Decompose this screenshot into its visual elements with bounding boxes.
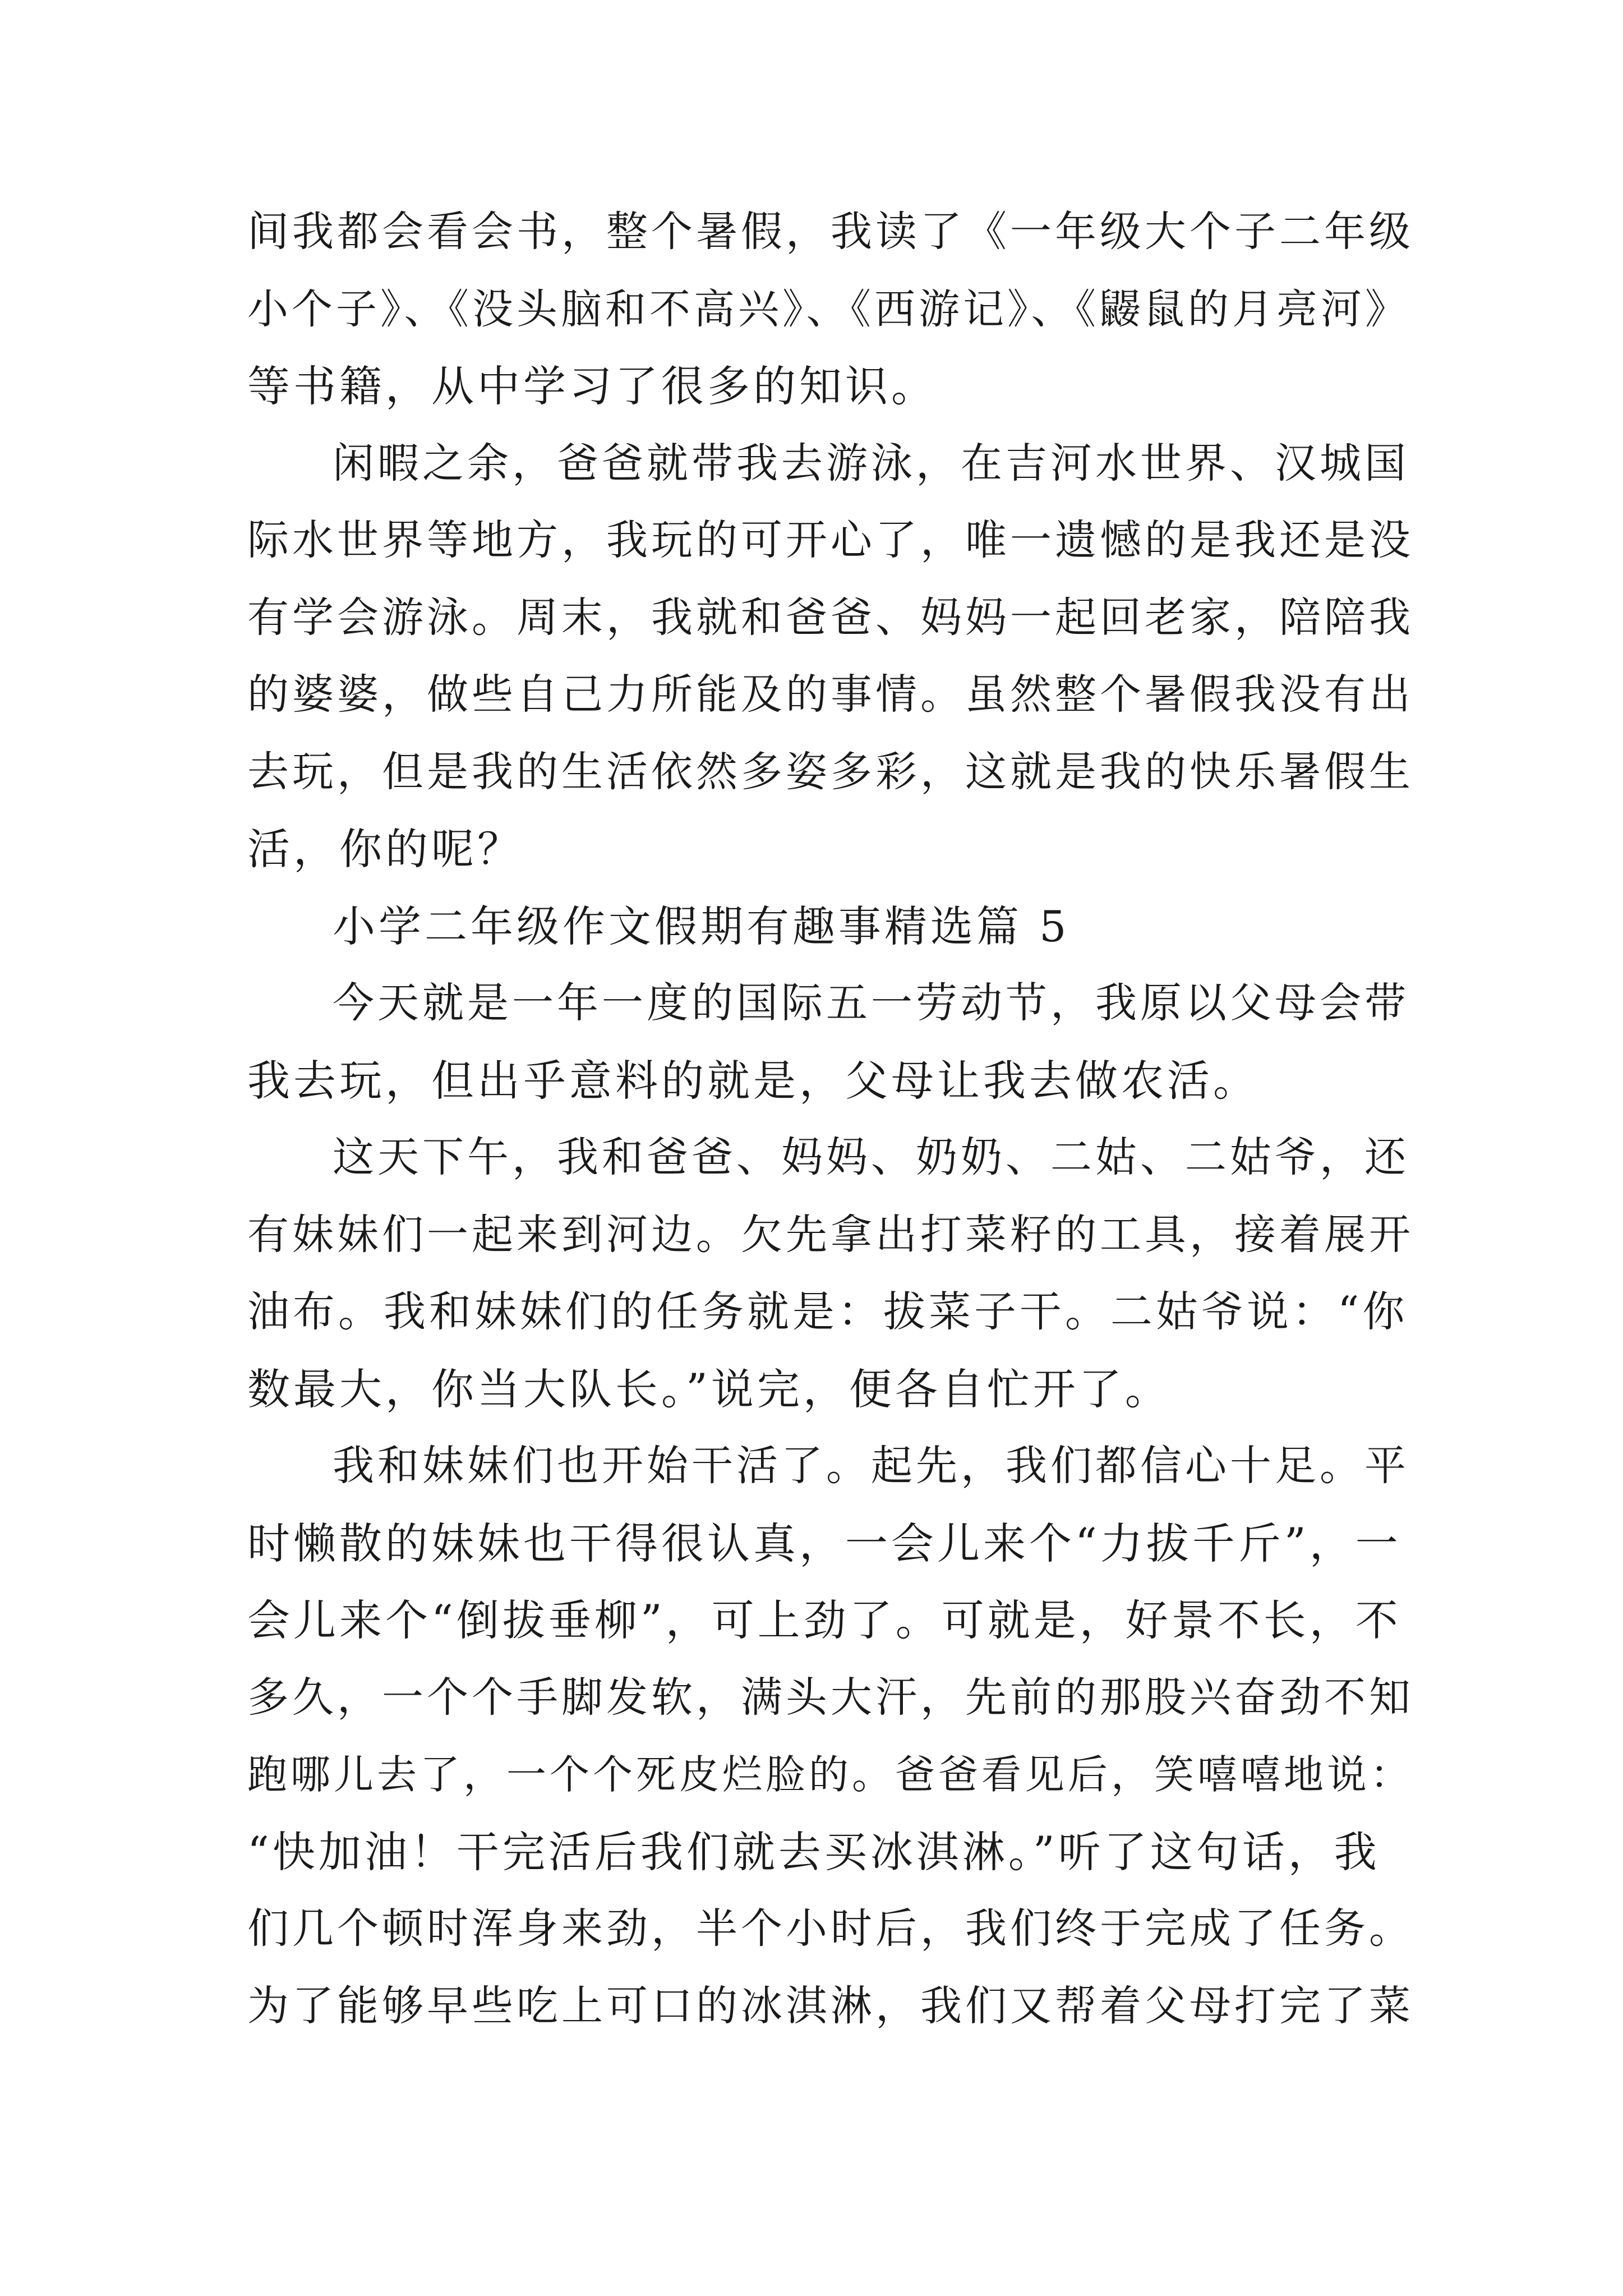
text-line: 数最大，你当大队长。”说完，便各自忙开了。 [247, 1364, 1171, 1414]
text-line: 会儿来个“倒拔垂柳”，可上劲了。可就是，好景不长，不 [247, 1595, 1401, 1645]
text-line: 等书籍，从中学习了很多的知识。 [247, 361, 937, 411]
text-line: 跑哪儿去了，一个个死皮烂脸的。爸爸看见后，笑嘻嘻地说： [247, 1751, 1414, 1798]
text-line: 今天就是一年一度的国际五一劳动节，我原以父母会带 [333, 979, 1409, 1027]
text-line: 去玩，但是我的生活依然多姿多彩，这就是我的快乐暑假生 [247, 747, 1414, 796]
text-line: 油布。我和妹妹们的任务就是：拔菜子干。二姑爷说：“你 [247, 1287, 1408, 1336]
text-line: 这天下午，我和爸爸、妈妈、奶奶、二姑、二姑爷，还 [333, 1133, 1409, 1181]
text-line: 时懒散的妹妹也干得很认真，一会儿来个“力拔千斤”，一 [247, 1518, 1401, 1568]
text-line: 的婆婆，做些自己力所能及的事情。虽然整个暑假我没有出 [247, 670, 1414, 719]
text-line: 我和妹妹们也开始干活了。起先，我们都信心十足。平 [333, 1442, 1409, 1490]
text-line: “快加油！干完活后我们就去买冰淇淋。”听了这句话，我 [247, 1826, 1380, 1877]
text-line: 们几个顿时浑身来劲，半个小时后，我们终于完成了任务。 [247, 1904, 1414, 1953]
text-line: 际水世界等地方，我玩的可开心了，唯一遗憾的是我还是没 [247, 516, 1414, 564]
text-line: 有学会游泳。周末，我就和爸爸、妈妈一起回老家，陪陪我 [247, 593, 1414, 642]
text-line: 活，你的呢？ [247, 824, 523, 874]
text-line: 我去玩，但出乎意料的就是，父母让我去做农活。 [247, 1055, 1259, 1106]
text-line: 有妹妹们一起来到河边。欠先拿出打菜籽的工具，接着展开 [247, 1210, 1414, 1259]
text-line: 间我都会看会书，整个暑假，我读了《一年级大个子二年级 [247, 208, 1414, 256]
text-line: 小个子》、《没头脑和不高兴》、《西游记》、《鼹鼠的月亮河》 [247, 285, 1409, 333]
text-line: 小学二年级作文假期有趣事精选篇 5 [333, 901, 1070, 951]
text-line: 多久，一个个手脚发软，满头大汗，先前的那股兴奋劲不知 [247, 1673, 1414, 1722]
text-line: 为了能够早些吃上可口的冰淇淋，我们又帮着父母打完了菜 [247, 1981, 1414, 2030]
body-text [247, 194, 1419, 2045]
text-line: 闲暇之余，爸爸就带我去游泳，在吉河水世界、汉城国 [333, 439, 1409, 487]
